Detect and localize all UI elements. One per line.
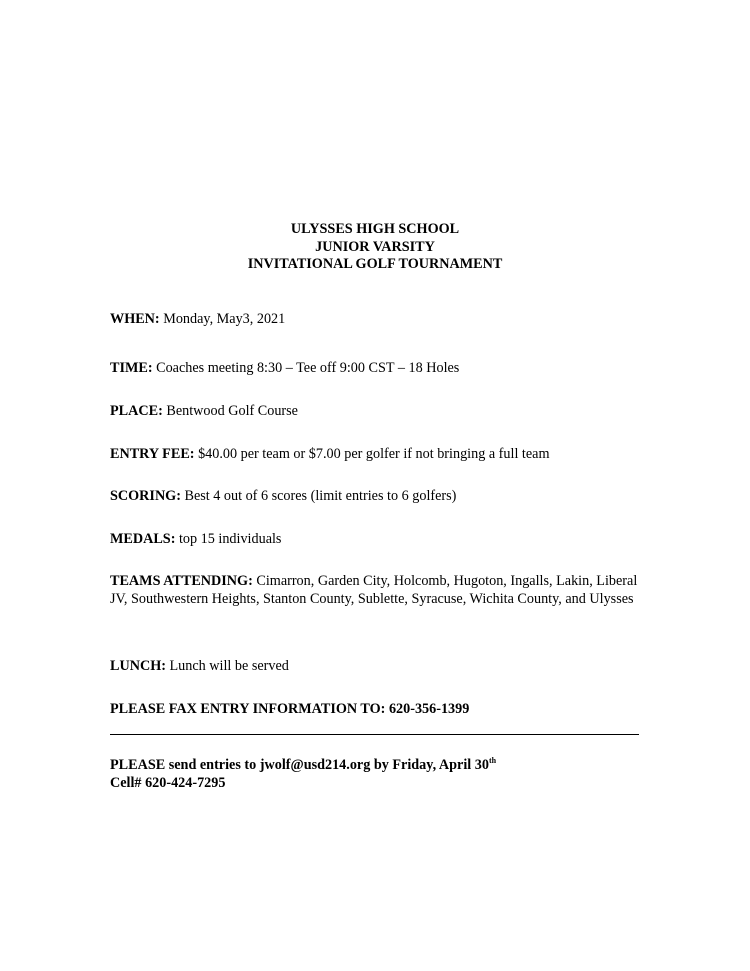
scoring-field [110,487,645,505]
medals-value: top 15 individuals [175,531,282,547]
when-label: WHEN: [110,311,160,327]
when-field [110,310,645,328]
divider-line [110,734,639,735]
document-title [0,221,750,274]
date-ordinal-suffix: th [488,756,497,765]
entry-fee-label: ENTRY FEE: [110,446,195,462]
place-value: Bentwood Golf Course [162,403,298,419]
medals-label: MEDALS: [110,531,176,547]
place-field [110,402,645,420]
tournament-name: INVITATIONAL GOLF TOURNAMENT [247,256,503,272]
entry-fee-value: $40.00 per team or $7.00 per golfer if not bringing a full team [194,446,550,462]
scoring-value: Best 4 out of 6 scores (limit entries to 6 golfers) [180,488,457,504]
entries-instruction [110,756,645,774]
cell-phone: Cell# 620-424-7295 [110,775,226,791]
lunch-value: Lunch will be served [165,658,289,674]
scoring-label: SCORING: [110,488,181,504]
time-value: Coaches meeting 8:30 – Tee off 9:00 CST – 18 Holes [152,360,460,376]
teams-value: Cimarron, Garden City, Holcomb, Hugoton, Ingalls, Lakin, Liberal JV, Southwestern Heights, Stanton County, Sublette, Syracuse, Wichita County, and Ulysses [110,573,638,607]
team-level: JUNIOR VARSITY [315,238,435,255]
school-name: ULYSSES HIGH SCHOOL [290,221,460,237]
place-label: PLACE: [110,403,163,419]
medals-field [110,530,645,548]
entries-text: PLEASE send entries to jwolf@usd214.org by Friday, April 30 [110,757,489,773]
time-field [110,359,645,377]
teams-field [110,572,645,608]
lunch-label: LUNCH: [110,658,166,674]
teams-label: TEAMS ATTENDING: [110,573,253,589]
fax-instruction: PLEASE FAX ENTRY INFORMATION TO: 620-356-1399 [110,701,470,717]
when-value: Monday, May3, 2021 [159,311,286,327]
entry-fee-field [110,445,645,463]
time-label: TIME: [110,360,153,376]
lunch-field [110,657,645,675]
